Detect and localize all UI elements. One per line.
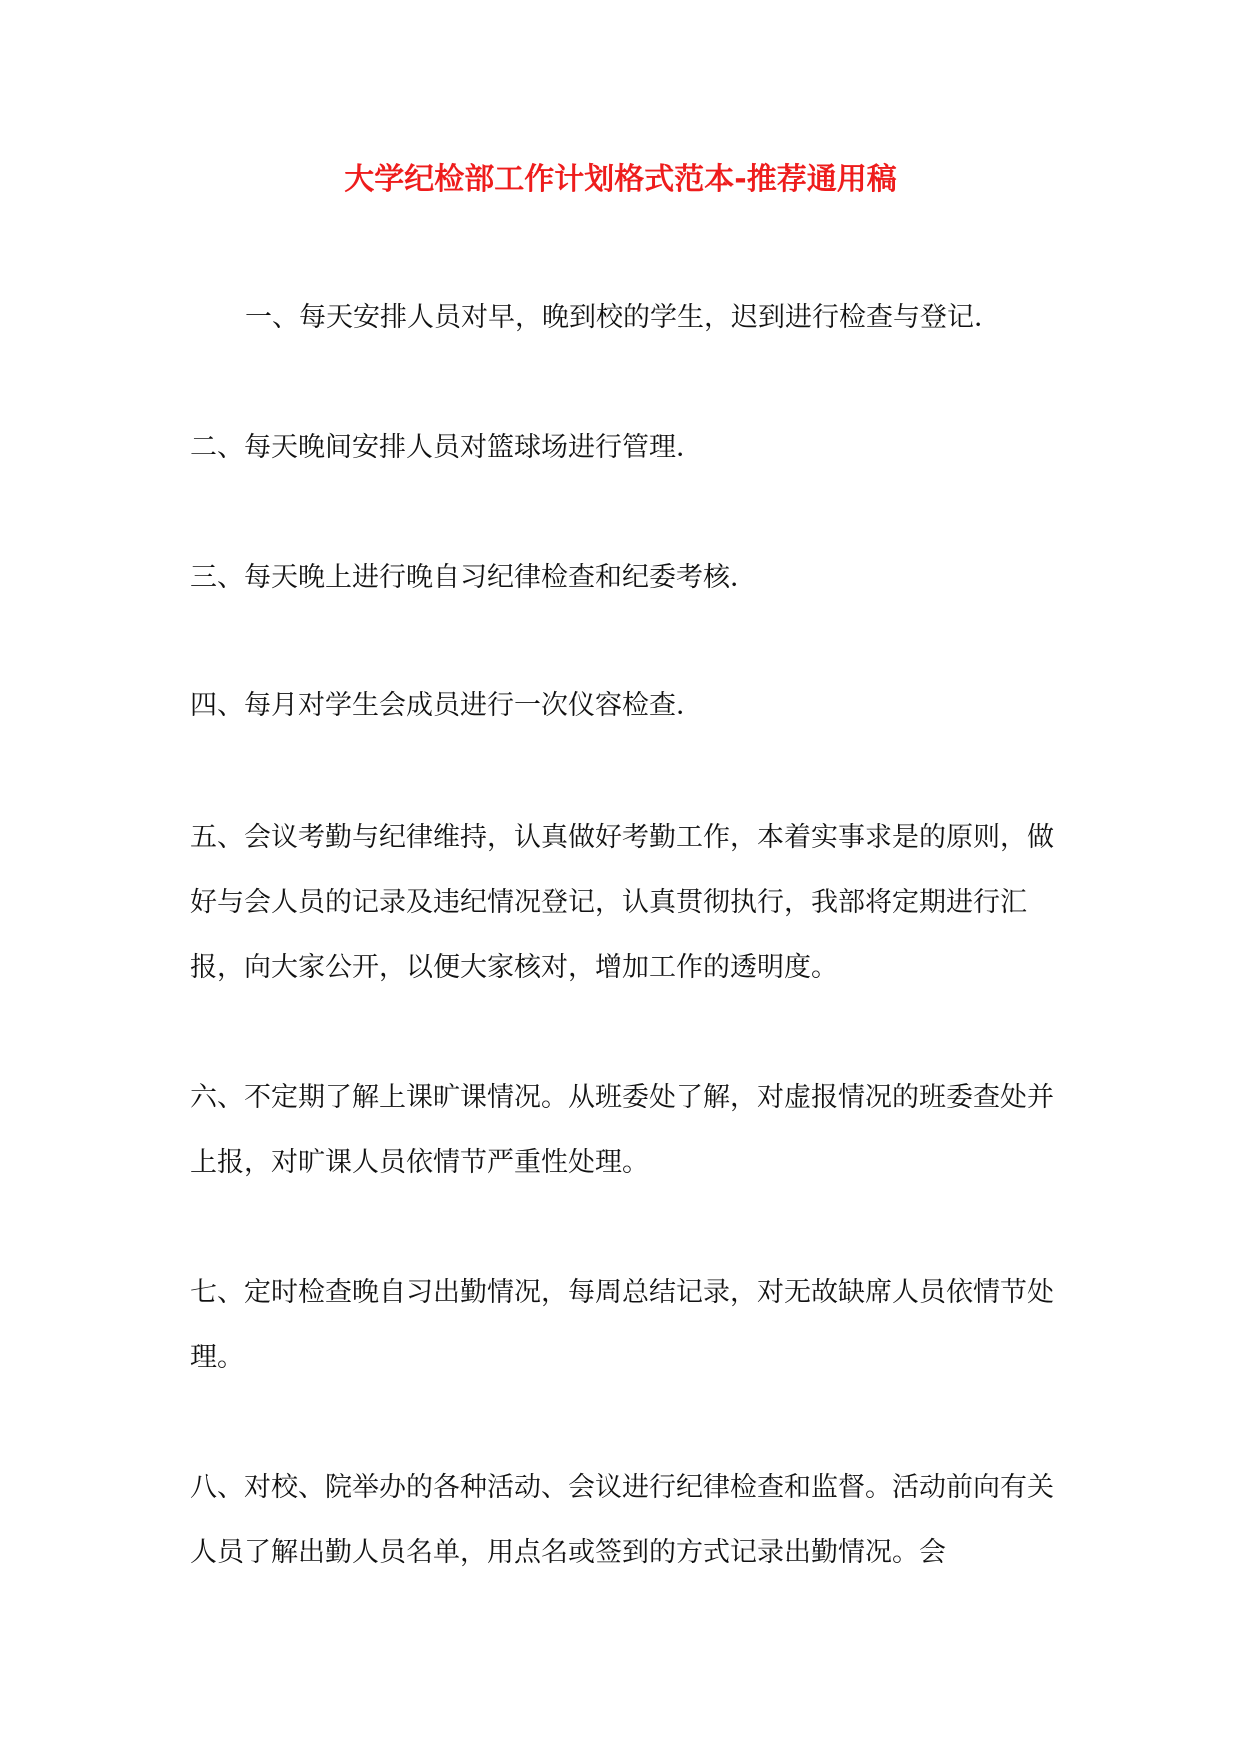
paragraph-7: 七、定时检查晚自习出勤情况，每周总结记录，对无故缺席人员依情节处理。 [190, 1277, 1054, 1373]
paragraph-4: 四、每月对学生会成员进行一次仪容检查． [190, 690, 703, 721]
paragraph-2: 二、每天晚间安排人员对篮球场进行管理． [190, 432, 703, 463]
paragraph-5: 五、会议考勤与纪律维持，认真做好考勤工作，本着实事求是的原则，做好与会人员的记录及违纪情况登记，认真贯彻执行，我部将定期进行汇报，向大家公开，以便大家核对，增加工作的透明度。 [190, 822, 1054, 983]
paragraph-8: 八、对校、院举办的各种活动、会议进行纪律检查和监督。活动前向有关人员了解出勤人员名单，用点名或签到的方式记录出勤情况。会 [190, 1472, 1054, 1568]
paragraph-6: 六、不定期了解上课旷课情况。从班委处了解，对虚报情况的班委查处并上报，对旷课人员依情节严重性处理。 [190, 1082, 1054, 1178]
paragraph-1: 一、每天安排人员对早，晚到校的学生，迟到进行检查与登记． [245, 302, 1001, 333]
paragraph-3: 三、每天晚上进行晚自习纪律检查和纪委考核． [190, 562, 757, 593]
document-title: 大学纪检部工作计划格式范本-推荐通用稿 [344, 162, 897, 197]
